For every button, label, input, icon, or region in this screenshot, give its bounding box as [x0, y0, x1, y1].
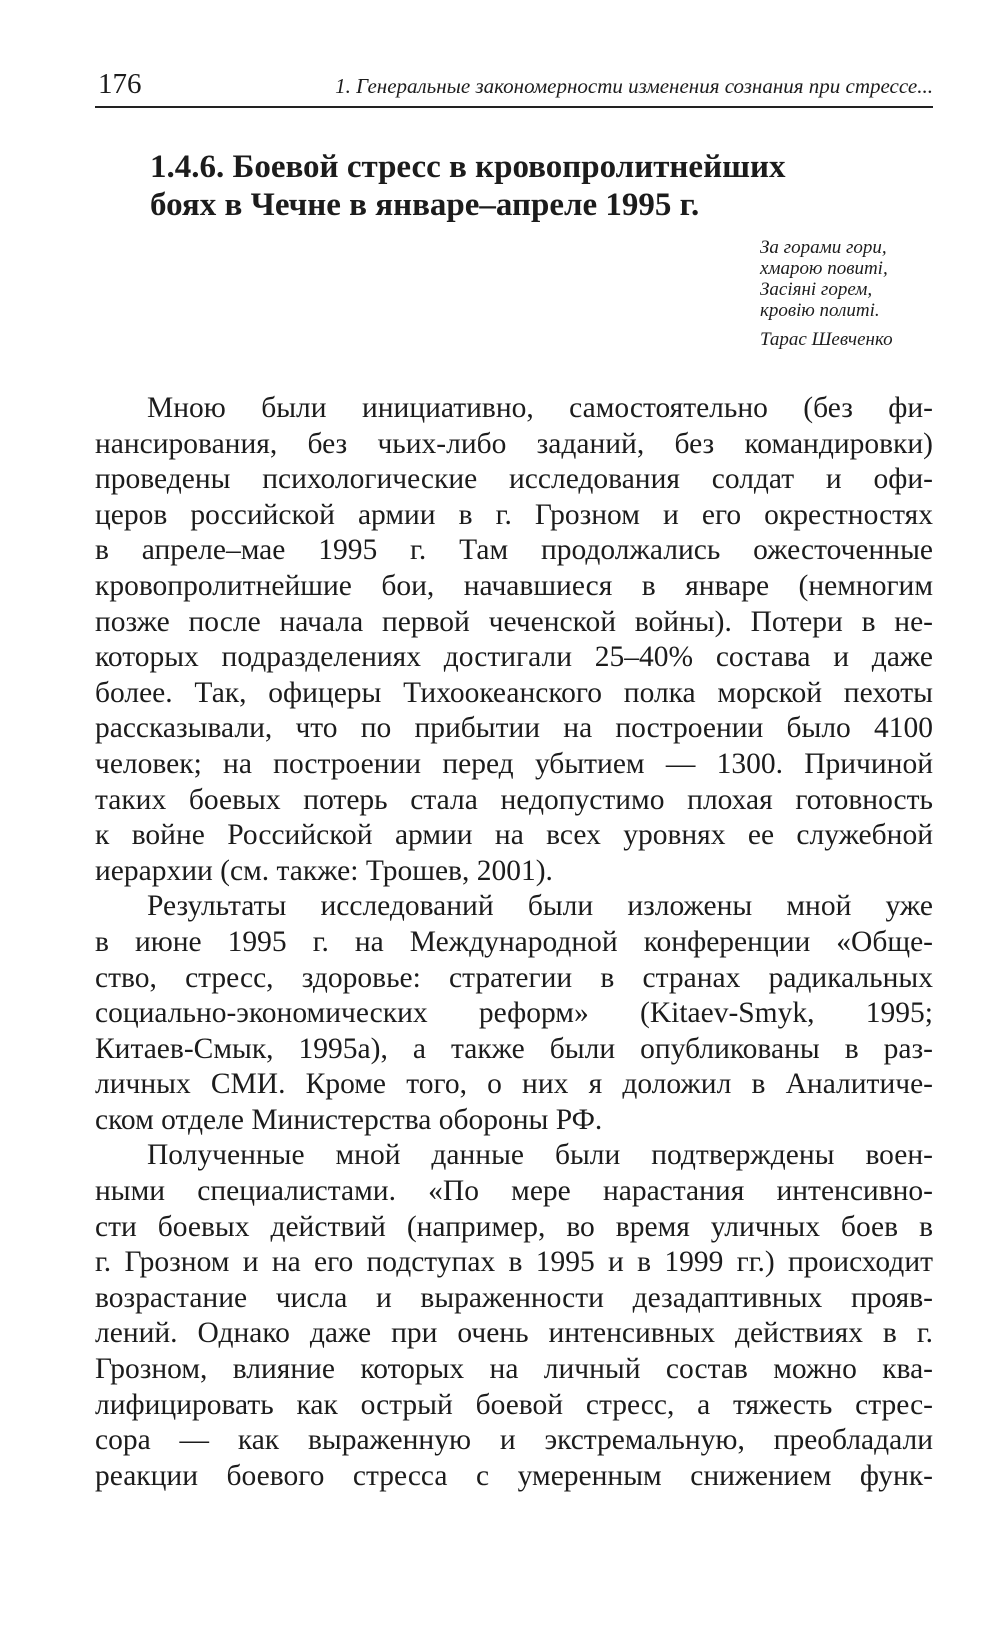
text-line: ство, стресс, здоровье: стратегии в странах радикальных [95, 961, 933, 994]
text-line: Китаев-Смык, 1995а), а также были опубликованы в раз- [95, 1032, 933, 1065]
text-line: более. Так, офицеры Тихоокеанского полка морской пехоты [95, 676, 933, 709]
text-line: Мною были инициативно, самостоятельно (без фи- [147, 392, 933, 424]
text-line: кровопролитнейшие бои, начавшиеся в январе (немногим [95, 569, 933, 602]
text-line: позже после начала первой чеченской войны). Потери в не- [95, 605, 933, 638]
text-line: Результаты исследований были изложены мной уже [147, 890, 933, 923]
text-line: лений. Однако даже при очень интенсивных действиях в г. [95, 1317, 933, 1350]
page-number: 176 [98, 68, 142, 100]
text-line: сора — как выраженную и экстремальную, преобладали [95, 1424, 933, 1457]
text-line: возрастание числа и выраженности дезадаптивных прояв- [95, 1281, 933, 1314]
running-header [95, 66, 933, 108]
text-line: сти боевых действий (например, во время уличных боев в [95, 1210, 933, 1243]
text-line: Полученные мной данные были подтверждены воен- [147, 1139, 933, 1172]
text-line: в апреле–мае 1995 г. Там продолжались ожесточенные [95, 534, 933, 567]
text-line: к войне Российской армии на всех уровнях ее служебной [95, 819, 933, 852]
text-line: человек; на построении перед убытием — 1300. Причиной [95, 747, 933, 780]
epigraph-line: хмарою повиті, [760, 258, 888, 279]
text-line: реакции боевого стресса с умеренным снижением функ- [95, 1459, 933, 1492]
epigraph-line: За горами гори, [760, 237, 887, 258]
epigraph-author: Тарас Шевченко [760, 329, 893, 350]
text-line: ными специалистами. «По мере нарастания интенсивно- [95, 1175, 933, 1208]
epigraph-line: кровію политі. [760, 300, 880, 321]
text-line: ском отделе Министерства обороны РФ. [95, 1103, 603, 1136]
section-title-line: боях в Чечне в январе–апреле 1995 г. [150, 187, 700, 223]
running-head-title: 1. Генеральные закономерности изменения сознания при стрессе... [335, 74, 933, 98]
text-line: нансирования, без чьих-либо заданий, без командировки) [95, 427, 933, 460]
text-line: г. Грозном и на его подступах в 1995 и в 1999 гг.) происходит [95, 1246, 933, 1279]
text-line: лифицировать как острый боевой стресс, а тяжесть стрес- [95, 1388, 933, 1421]
text-line: которых подразделениях достигали 25–40% состава и даже [95, 641, 933, 674]
text-line: проведены психологические исследования солдат и офи- [95, 463, 933, 496]
text-line: иерархии (см. также: Трошев, 2001). [95, 854, 553, 887]
text-line: Грозном, влияние которых на личный состав можно ква- [95, 1353, 933, 1386]
text-line: церов российской армии в г. Грозном и его окрестностях [95, 498, 933, 531]
text-line: таких боевых потерь стала недопустимо плохая готовность [95, 783, 933, 816]
text-line: в июне 1995 г. на Международной конференции «Обще- [95, 925, 933, 958]
text-line: рассказывали, что по прибытии на построении было 4100 [95, 712, 933, 745]
text-line: личных СМИ. Кроме того, о них я доложил в Аналитиче- [95, 1068, 933, 1101]
epigraph [760, 237, 960, 350]
section-title-line: 1.4.6. Боевой стресс в кровопролитнейших [150, 149, 786, 185]
epigraph-line: Засіяні горем, [760, 279, 873, 300]
body-text [95, 391, 933, 1494]
text-line: социально-экономических реформ» (Kitaev-Smyk, 1995; [95, 997, 933, 1030]
section-title [150, 148, 910, 224]
